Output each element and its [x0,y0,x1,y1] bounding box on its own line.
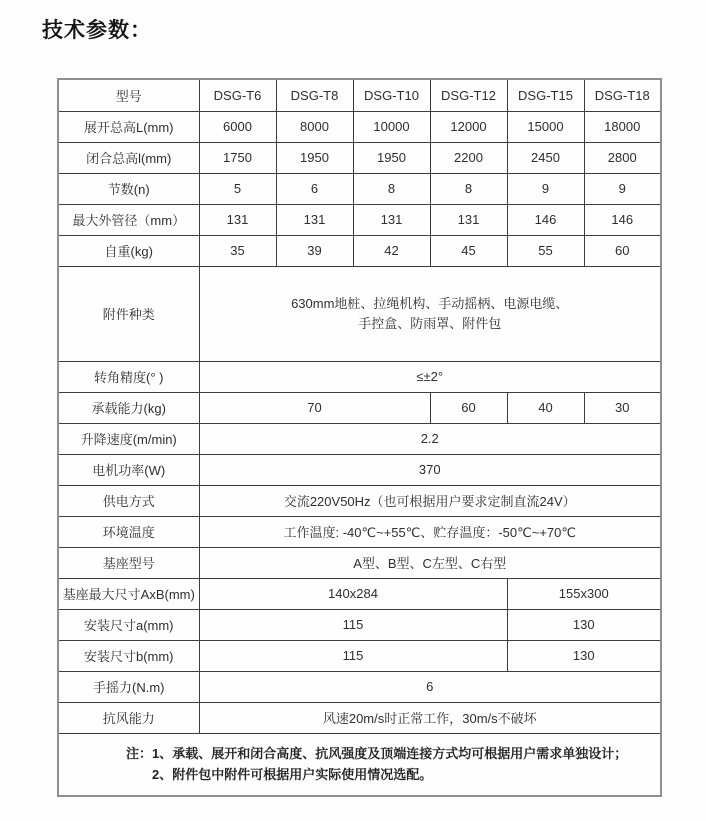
cell-value: 交流220V50Hz（也可根据用户要求定制直流24V） [199,485,661,516]
row-label: 手摇力(N.m) [58,671,199,702]
note-cell [58,733,661,796]
row-max-tube-diameter [58,204,661,235]
header-model-dsg-t10: DSG-T10 [353,79,430,111]
cell-value: 1750 [199,142,276,173]
cell-value: 2.2 [199,423,661,454]
cell-value: 70 [199,392,430,423]
row-closed-height [58,142,661,173]
accessories-line-1: 630mm地桩、拉绳机构、手动摇柄、电源电缆、 [291,295,569,311]
row-label: 自重(kg) [58,235,199,266]
row-label: 基座最大尺寸AxB(mm) [58,578,199,609]
row-motor-power [58,454,661,485]
row-note [58,733,661,796]
page-title: 技术参数： [42,19,152,42]
cell-value: 42 [353,235,430,266]
cell-value: 30 [584,392,661,423]
row-base-model [58,547,661,578]
header-model-dsg-t8: DSG-T8 [276,79,353,111]
cell-value: 130 [507,609,661,640]
cell-value: 115 [199,640,507,671]
row-load-capacity [58,392,661,423]
cell-value: 130 [507,640,661,671]
row-label: 环境温度 [58,516,199,547]
row-section-count [58,173,661,204]
cell-value: A型、B型、C左型、C右型 [199,547,661,578]
cell-value: 370 [199,454,661,485]
cell-value: 8 [430,173,507,204]
row-label: 安装尺寸a(mm) [58,609,199,640]
cell-value: 18000 [584,111,661,142]
cell-value: 2200 [430,142,507,173]
accessories-line-2: 手控盒、防雨罩、附件包 [358,315,502,331]
cell-value: 140x284 [199,578,507,609]
row-label: 承载能力(kg) [58,392,199,423]
cell-value: 12000 [430,111,507,142]
cell-accessories [199,266,661,361]
row-label: 展开总高L(mm) [58,111,199,142]
cell-value: 131 [353,204,430,235]
cell-value: 8 [353,173,430,204]
row-label: 供电方式 [58,485,199,516]
row-label: 升降速度(m/min) [58,423,199,454]
cell-value: 146 [507,204,584,235]
cell-value: 工作温度: -40℃~+55℃、贮存温度：-50℃~+70℃ [199,516,661,547]
row-label: 最大外管径（mm） [58,204,199,235]
cell-value: 60 [430,392,507,423]
table-header-row [58,79,661,111]
row-label: 基座型号 [58,547,199,578]
cell-value: 39 [276,235,353,266]
cell-value: 131 [199,204,276,235]
note-line-2: 2、附件包中附件可根据用户实际使用情况选配。 [152,767,433,783]
cell-value: 131 [276,204,353,235]
cell-value: 风速20m/s时正常工作，30m/s不破坏 [199,702,661,733]
note-line-1: 注：1、承载、展开和闭合高度、抗风强度及顶端连接方式均可根据用户需求单独设计； [126,746,628,762]
row-ambient-temperature [58,516,661,547]
row-accessories [58,266,661,361]
cell-value: 146 [584,204,661,235]
cell-value: 45 [430,235,507,266]
cell-value: 1950 [353,142,430,173]
cell-value: 9 [507,173,584,204]
cell-value: 131 [430,204,507,235]
cell-value: 8000 [276,111,353,142]
cell-value: 10000 [353,111,430,142]
cell-value: 155x300 [507,578,661,609]
cell-value: 5 [199,173,276,204]
header-model-dsg-t12: DSG-T12 [430,79,507,111]
header-model-label: 型号 [58,79,199,111]
spec-table [57,78,662,797]
header-model-dsg-t15: DSG-T15 [507,79,584,111]
row-label: 电机功率(W) [58,454,199,485]
row-label: 附件种类 [58,266,199,361]
cell-value: 2450 [507,142,584,173]
row-label: 转角精度(° ) [58,361,199,392]
cell-value: 60 [584,235,661,266]
row-expanded-height [58,111,661,142]
row-label: 闭合总高l(mm) [58,142,199,173]
cell-value: 6000 [199,111,276,142]
cell-value: 2800 [584,142,661,173]
cell-value: 35 [199,235,276,266]
row-label: 节数(n) [58,173,199,204]
row-base-max-size [58,578,661,609]
row-self-weight [58,235,661,266]
cell-value: 6 [199,671,661,702]
cell-value: ≤±2° [199,361,661,392]
cell-value: 40 [507,392,584,423]
row-mount-size-a [58,609,661,640]
row-label: 安装尺寸b(mm) [58,640,199,671]
row-mount-size-b [58,640,661,671]
row-wind-resistance [58,702,661,733]
cell-value: 9 [584,173,661,204]
row-power-supply [58,485,661,516]
row-label: 抗风能力 [58,702,199,733]
cell-value: 1950 [276,142,353,173]
header-model-dsg-t6: DSG-T6 [199,79,276,111]
row-lift-speed [58,423,661,454]
cell-value: 115 [199,609,507,640]
cell-value: 15000 [507,111,584,142]
row-angle-accuracy [58,361,661,392]
row-crank-force [58,671,661,702]
cell-value: 6 [276,173,353,204]
header-model-dsg-t18: DSG-T18 [584,79,661,111]
note-text [62,743,657,785]
cell-value: 55 [507,235,584,266]
